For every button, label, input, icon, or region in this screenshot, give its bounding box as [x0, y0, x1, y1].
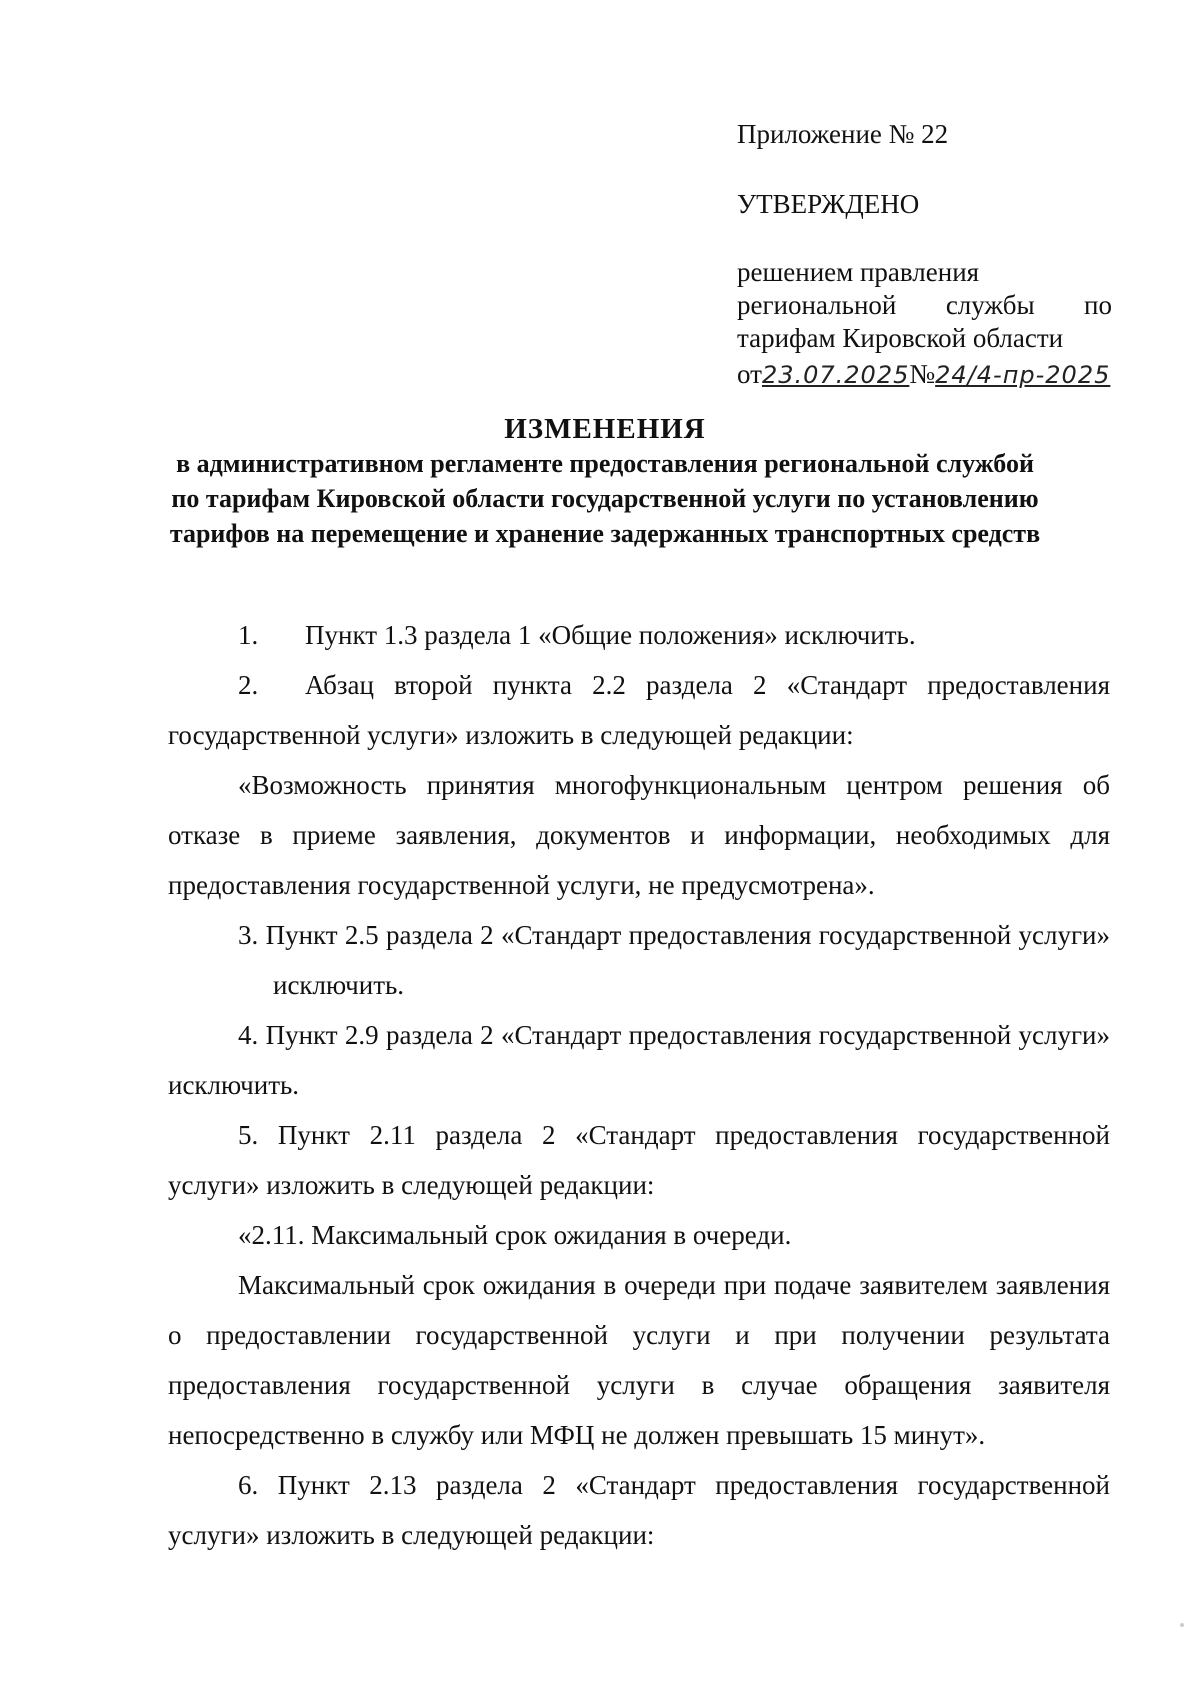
item-5: 5. Пункт 2.11 раздела 2 «Стандарт предоставления государственной услуги» изложить в следующей редакции:: [168, 1120, 1110, 1200]
title-subtitle: в административном регламенте предоставления региональной службой по тарифам Кировской области государственной услуги по установлению тарифов на перемещение и хранение задержанных транспортных средств: [169, 449, 1041, 548]
approved-stamp-text: УТВЕРЖДЕНО: [737, 189, 920, 219]
item-4: 4. Пункт 2.9 раздела 2 «Стандарт предоставления государственной услуги» исключить.: [168, 1020, 1110, 1100]
appendix-number: Приложение № 22: [737, 119, 949, 149]
handwritten-date: 23.07.2025: [761, 361, 910, 389]
item-6: 6. Пункт 2.13 раздела 2 «Стандарт предоставления государственной услуги» изложить в следующей редакции:: [168, 1470, 1110, 1550]
handwritten-number: 24/4-пр-2025: [935, 361, 1111, 389]
item-2: [168, 660, 1110, 760]
date-prefix: от: [737, 359, 762, 389]
item-1: [168, 610, 1110, 660]
item-3: 3. Пункт 2.5 раздела 2 «Стандарт предоставления государственной услуги» исключить.: [238, 920, 1110, 1000]
decision-line: региональной службы по: [737, 290, 1112, 320]
decision-dateline: [737, 358, 1110, 391]
title-main: ИЗМЕНЕНИЯ: [504, 413, 706, 445]
decision-text: [737, 256, 1112, 355]
number-sign: №: [909, 359, 936, 389]
document-body: [168, 610, 1110, 1560]
decision-line: тарифам Кировской области: [737, 323, 1064, 353]
decision-line: решением правления: [737, 257, 980, 287]
item-5-quote-heading: «2.11. Максимальный срок ожидания в очереди.: [238, 1220, 792, 1250]
item-text: Пункт 1.3 раздела 1 «Общие положения» исключить.: [305, 620, 916, 650]
item-text: Абзац второй пункта 2.2 раздела 2 «Стандарт предоставления государственной услуги» изложить в следующей редакции:: [168, 670, 1110, 750]
item-number: 1.: [238, 620, 259, 650]
document-title: [160, 412, 1050, 551]
item-number: 2.: [238, 670, 259, 700]
scan-speck: [1180, 1623, 1184, 1627]
item-5-quote-body: Максимальный срок ожидания в очереди при подаче заявителем заявления о предоставлении государственной услуги и при получении результата предоставления государственной услуги в случае обращения заявителя непосредственно в службу или МФЦ не должен превышать 15 минут».: [168, 1270, 1110, 1450]
item-2-quote: «Возможность принятия многофункциональным центром решения об отказе в приеме заявления, документов и информации, необходимых для предоставления государственной услуги, не предусмотрена».: [168, 770, 1110, 900]
